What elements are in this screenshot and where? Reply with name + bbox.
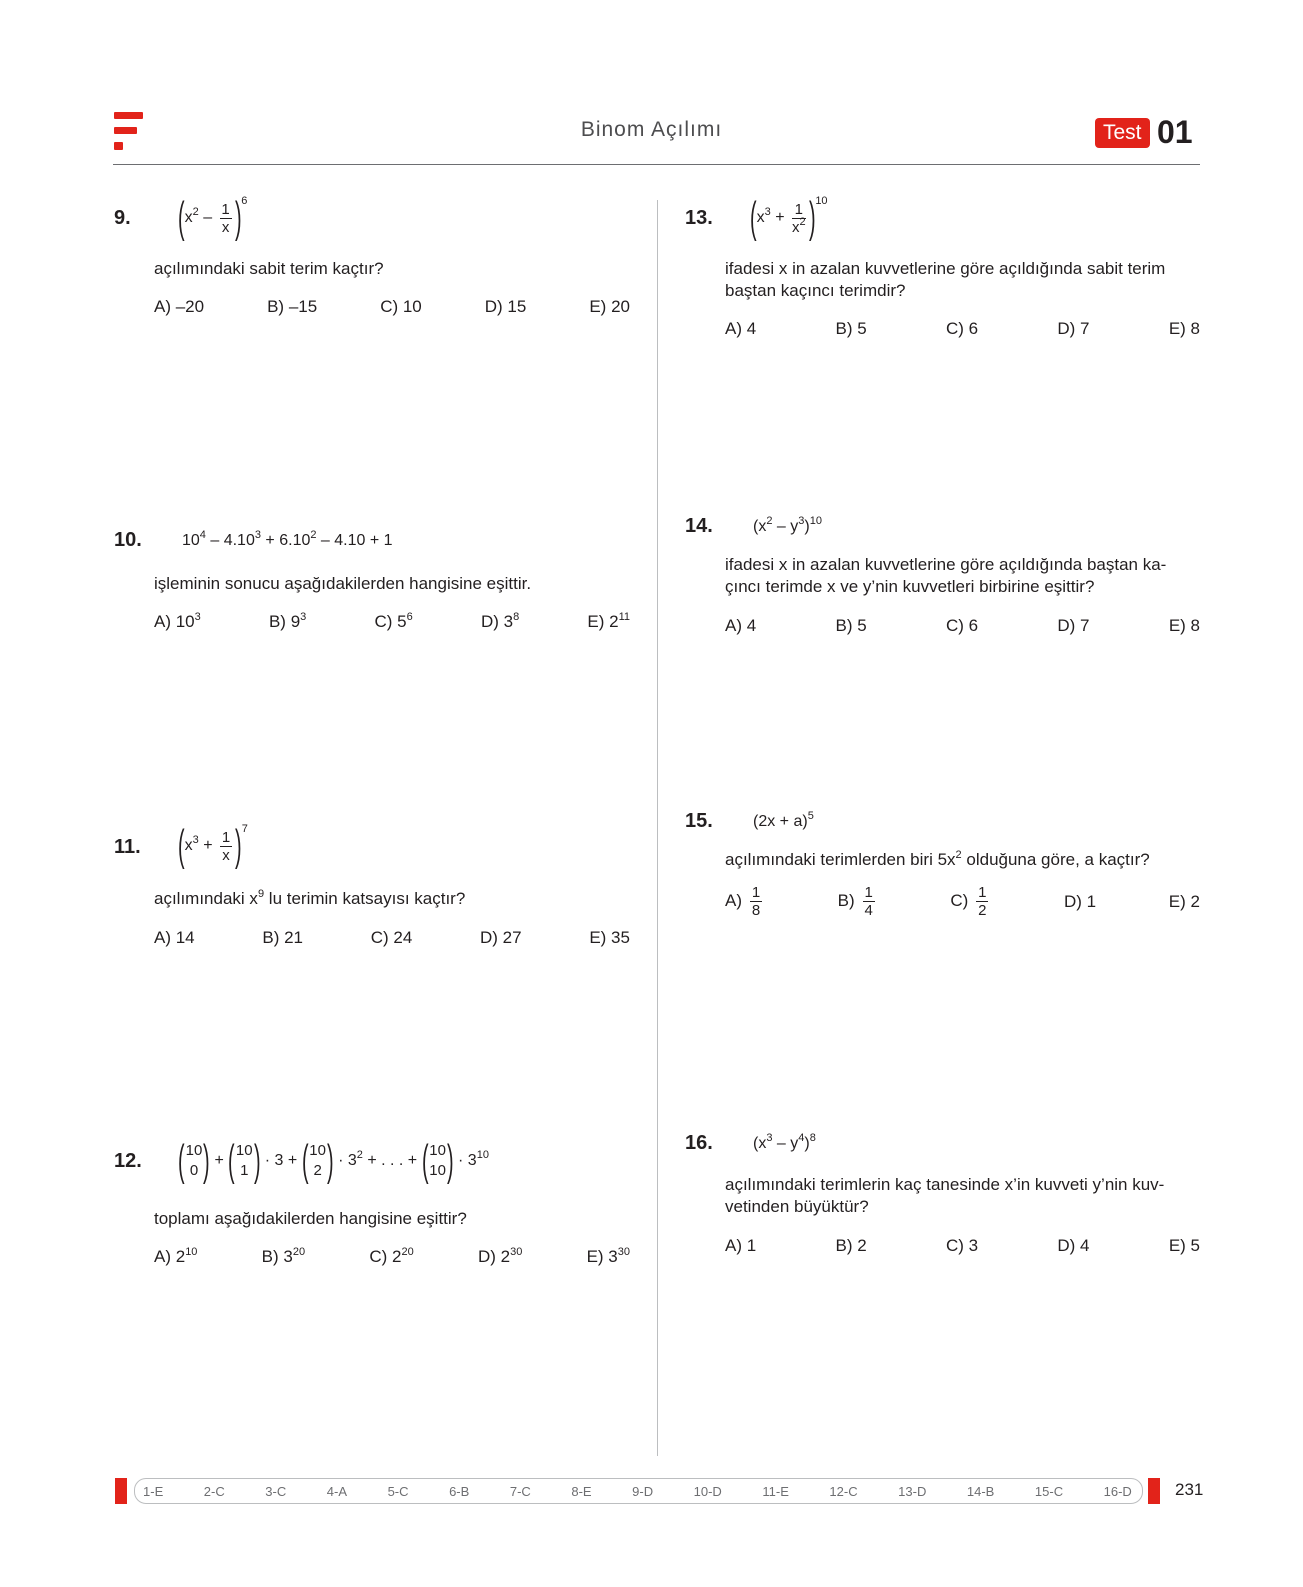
- test-badge: Test: [1095, 118, 1150, 148]
- question-expression: ( 10 0 ) + ( 10 1 ) · 3 + ( 10 2 ) · $3^2$ + . . . + ( 10 10 ) · $3^{10}$: [178, 1136, 489, 1185]
- question-expression: $(x^3 - y^4)^8$: [753, 1132, 816, 1152]
- choice-c[interactable]: C) $2^{20}$: [369, 1246, 414, 1266]
- answer-key-item: 16-D: [1103, 1483, 1132, 1499]
- choice-b[interactable]: B) 5: [835, 616, 867, 635]
- question-text: açılımındaki terimlerden biri $5x^2$ olduğuna göre, a kaçtır?: [725, 849, 1150, 869]
- answer-key-item: 5-C: [387, 1483, 409, 1499]
- question-text: işleminin sonucu aşağıdakilerden hangisine eşittir.: [154, 574, 532, 593]
- choice-c[interactable]: C) $5^6$: [374, 611, 413, 631]
- answer-key-item: 1-E: [143, 1483, 164, 1499]
- choice-a[interactable]: A) $\frac{1}{8}$: [725, 884, 761, 919]
- question-number: 10.: [114, 529, 142, 551]
- question-expression: ($x^3$ + $\frac{1}{x^2}$ )$^{10}$: [750, 193, 828, 242]
- choice-a[interactable]: A) 14: [154, 928, 195, 947]
- choice-d[interactable]: D) 4: [1057, 1236, 1090, 1255]
- choice-a[interactable]: A) $2^{10}$: [154, 1246, 198, 1266]
- answer-key-item: 12-C: [829, 1483, 858, 1499]
- choice-b[interactable]: B) $9^3$: [268, 611, 307, 631]
- question-number: 14.: [685, 515, 713, 537]
- answer-key-item: 3-C: [265, 1483, 287, 1499]
- choice-e[interactable]: E) 8: [1168, 616, 1200, 635]
- question-number: 16.: [685, 1132, 713, 1154]
- question-expression: $(2x + a)^5$: [753, 810, 814, 830]
- header-divider: [113, 164, 1200, 165]
- choice-b[interactable]: B) 21: [262, 928, 303, 947]
- answer-key-item: 8-E: [571, 1483, 592, 1499]
- question-text: açılımındaki sabit terim kaçtır?: [154, 259, 384, 278]
- choice-d[interactable]: D) 15: [484, 297, 527, 316]
- choice-a[interactable]: A) –20: [154, 297, 205, 316]
- page-number: 231: [1175, 1480, 1204, 1499]
- question-text: açılımındaki terimlerin kaç tanesinde x’in kuvveti y’nin kuv-vetinden büyüktür?: [725, 1175, 1165, 1216]
- question-number: 15.: [685, 810, 713, 832]
- answer-key-item: 4-A: [326, 1483, 348, 1499]
- choice-c[interactable]: C) 10: [380, 297, 422, 316]
- answer-key: [134, 1478, 1143, 1504]
- question-text: açılımındaki $x^9$ lu terimin katsayısı kaçtır?: [154, 888, 466, 908]
- choice-c[interactable]: C) 24: [370, 928, 413, 947]
- choice-d[interactable]: D) 7: [1057, 616, 1090, 635]
- question-expression: $(x^2 - y^3)^{10}$: [753, 515, 822, 535]
- answer-choices: [725, 319, 1200, 339]
- question-text: toplamı aşağıdakilerden hangisine eşittir?: [154, 1209, 467, 1228]
- answer-key-item: 2-C: [203, 1483, 225, 1499]
- answer-key-marker-right: [1148, 1478, 1160, 1504]
- question-number: 9.: [114, 207, 131, 229]
- choice-c[interactable]: C) 6: [945, 319, 979, 338]
- question-number: 12.: [114, 1150, 142, 1172]
- answer-key-marker-left: [115, 1478, 127, 1504]
- choice-d[interactable]: D) $2^{30}$: [477, 1246, 523, 1266]
- choice-b[interactable]: B) $\frac{1}{4}$: [837, 884, 873, 919]
- answer-choices: [154, 612, 630, 632]
- answer-key-item: 13-D: [898, 1483, 927, 1499]
- question-expression: ($x^2$ – $\frac{1}{x}$ )$^6$: [178, 193, 248, 242]
- choice-e[interactable]: E) 8: [1168, 319, 1200, 338]
- answer-choices: [154, 297, 630, 317]
- choice-c[interactable]: C) $\frac{1}{2}$: [950, 884, 987, 919]
- choice-a[interactable]: A) 4: [725, 616, 757, 635]
- column-divider: [657, 200, 658, 1456]
- choice-e[interactable]: E) 20: [589, 297, 630, 316]
- choice-d[interactable]: D) 27: [480, 928, 522, 947]
- answer-choices: [154, 1247, 630, 1267]
- choice-d[interactable]: D) $3^8$: [480, 611, 520, 631]
- choice-e[interactable]: E) 5: [1168, 1236, 1200, 1255]
- choice-b[interactable]: B) 5: [835, 319, 867, 338]
- choice-e[interactable]: E) $2^{11}$: [587, 611, 630, 631]
- choice-b[interactable]: B) 2: [835, 1236, 867, 1255]
- answer-key-item: 14-B: [966, 1483, 995, 1499]
- answer-choices: [154, 928, 630, 948]
- test-number: 01: [1157, 114, 1193, 150]
- question-text: ifadesi x in azalan kuvvetlerine göre açıldığında baştan ka-çıncı terimde x ve y’nin kuvvetleri birbirine eşittir?: [725, 555, 1167, 596]
- question-expression: ($x^3$ + $\frac{1}{x}$ )$^7$: [178, 821, 248, 870]
- page-title: Binom Açılımı: [580, 118, 723, 141]
- choice-e[interactable]: E) $3^{30}$: [586, 1246, 630, 1266]
- choice-b[interactable]: B) –15: [267, 297, 318, 316]
- choice-c[interactable]: C) 3: [945, 1236, 979, 1255]
- answer-key-item: 7-C: [509, 1483, 531, 1499]
- answer-choices: [725, 1236, 1200, 1256]
- choice-d[interactable]: D) 7: [1057, 319, 1090, 338]
- choice-e[interactable]: E) 35: [589, 928, 630, 947]
- answer-key-item: 6-B: [449, 1483, 470, 1499]
- choice-c[interactable]: C) 6: [945, 616, 979, 635]
- answer-key-item: 10-D: [693, 1483, 722, 1499]
- answer-choices: [725, 616, 1200, 636]
- choice-a[interactable]: A) $10^3$: [154, 611, 201, 631]
- answer-choices: [725, 884, 1200, 919]
- question-text: ifadesi x in azalan kuvvetlerine göre açıldığında sabit terim baştan kaçıncı terimdir?: [725, 259, 1166, 300]
- answer-key-item: 9-D: [632, 1483, 654, 1499]
- choice-d[interactable]: D) 1: [1063, 891, 1097, 911]
- answer-key-item: 11-E: [762, 1483, 789, 1499]
- question-number: 13.: [685, 207, 713, 229]
- choice-a[interactable]: A) 4: [725, 319, 757, 338]
- answer-key-item: 15-C: [1034, 1483, 1064, 1499]
- choice-e[interactable]: E) 2: [1168, 891, 1200, 911]
- question-expression: $10^4 - 4.10^3 + 6.10^2 - 4.10 + 1$: [182, 529, 393, 549]
- question-number: 11.: [114, 836, 141, 858]
- choice-b[interactable]: B) $3^{20}$: [261, 1246, 306, 1266]
- choice-a[interactable]: A) 1: [725, 1236, 757, 1255]
